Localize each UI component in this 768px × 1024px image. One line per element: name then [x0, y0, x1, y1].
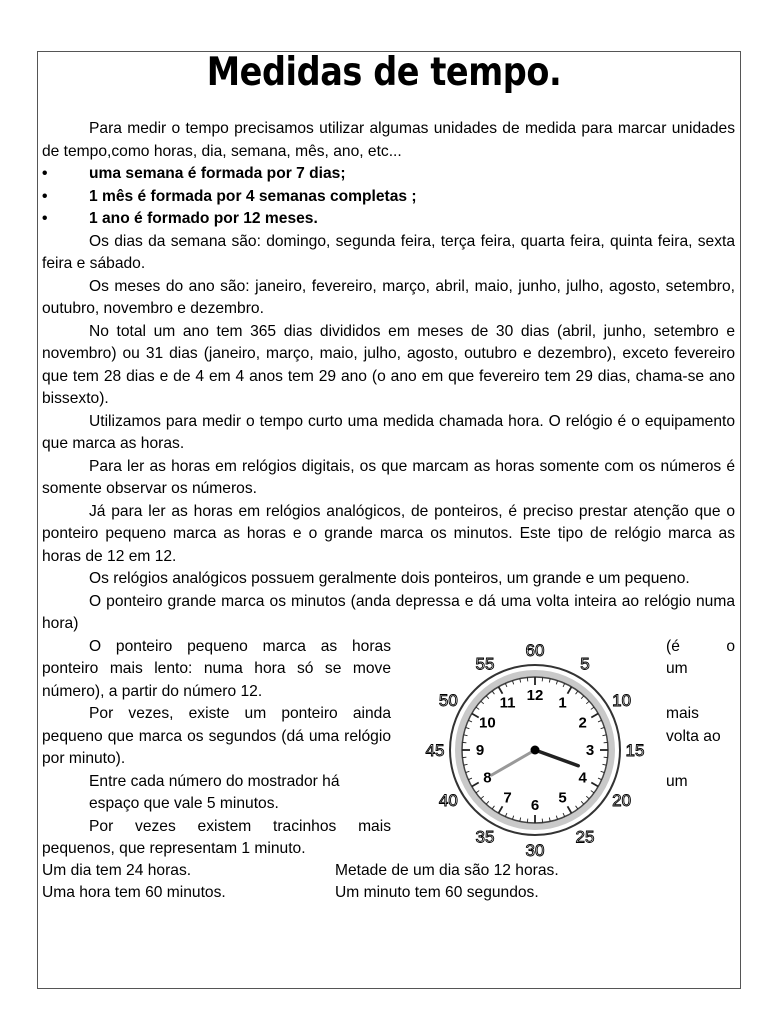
clock-section: [42, 636, 735, 860]
clock-minute-number: 15: [625, 740, 645, 760]
paragraph: No total um ano tem 365 dias divididos em meses de 30 dias (abril, junho, setembro e novembro) ou 31 dias (janeiro, março, maio, julho, agosto, outubro e dezembro), exceto fevereiro que tem 28 dias e de 4 em 4 anos tem 29 ano (o ano em que fevereiro tem 29 dias, chama-se ano bissexto).: [42, 322, 735, 407]
summary-text: Uma hora tem 60 minutos.: [42, 884, 226, 901]
summary-text: Um minuto tem 60 segundos.: [335, 884, 539, 901]
paragraph: Utilizamos para medir o tempo curto uma medida chamada hora. O relógio é o equipamento que marca as horas.: [42, 412, 735, 452]
clock-minute-number: 30: [525, 840, 545, 860]
paragraph: Os meses do ano são: janeiro, fevereiro, março, abril, maio, junho, julho, agosto, setembro, outubro, novembro e dezembro.: [42, 277, 735, 317]
summary-lines: [42, 860, 735, 905]
paragraph: O ponteiro pequeno marca as horas ponteiro mais lento: numa hora só se move número), a partir do número 12.: [42, 637, 391, 700]
right-fragment: [666, 771, 735, 794]
paragraph: Por vezes, existe um ponteiro ainda pequeno que marca os segundos (dá uma relógio por minuto).: [42, 705, 391, 767]
bullet-text: 1 ano é formado por 12 meses.: [89, 210, 318, 227]
fragment-text: (é: [666, 637, 680, 655]
bullet-marker: •: [42, 210, 48, 227]
right-fragment: [666, 658, 735, 681]
clock-minute-number: 45: [425, 740, 445, 760]
clock-hour-number: 9: [475, 741, 485, 759]
bullet-text: 1 mês é formada por 4 semanas completas ;: [89, 187, 417, 205]
bullet-item: [42, 186, 735, 209]
clock-hour-number: 12: [526, 686, 544, 704]
fragment-text: volta ao: [666, 727, 721, 745]
fragment-text: mais: [666, 705, 699, 722]
right-fragment: [666, 636, 735, 659]
fragment-text: um: [666, 772, 688, 790]
bullet-item: [42, 163, 735, 186]
right-fragment: [666, 726, 735, 749]
bullet-marker: •: [42, 165, 48, 182]
paragraph: Os relógios analógicos possuem geralmente dois ponteiros, um grande e um pequeno.: [89, 570, 690, 587]
bullet-item: [42, 208, 735, 231]
clock-minute-number: 50: [438, 690, 458, 710]
clock-hour-number: 3: [585, 741, 595, 759]
clock-hour-number: 6: [530, 796, 540, 814]
paragraph: Entre cada número do mostrador há espaço que vale 5 minutos.: [89, 772, 340, 812]
clock-hour-number: 10: [479, 714, 496, 731]
paragraph: O ponteiro grande marca os minutos (anda depressa e dá uma volta inteira ao relógio numa hora): [42, 592, 735, 632]
bullet-list: [42, 163, 735, 231]
paragraph: Para medir o tempo precisamos utilizar algumas unidades de medida para marcar unidades de tempo,como horas, dia, semana, mês, ano, etc...: [42, 120, 735, 160]
right-fragment: [666, 703, 735, 726]
clock-minute-number: 55: [475, 653, 495, 673]
clock-hour-number: 11: [499, 693, 516, 711]
clock-minute-number: 5: [580, 653, 590, 673]
clock-hour-number: 8: [483, 769, 492, 786]
fragment-text: um: [666, 660, 688, 677]
bullet-text: uma semana é formada por 7 dias;: [89, 165, 346, 182]
bullet-marker: •: [42, 187, 48, 205]
paragraph: Para ler as horas em relógios digitais, os que marcam as horas somente com os números é somente observar os números.: [42, 457, 735, 497]
clock-minute-number: 25: [575, 827, 595, 847]
clock-center-pin: [531, 745, 540, 754]
analog-clock-illustration: [408, 640, 664, 860]
summary-text: Metade de um dia são 12 horas.: [335, 861, 559, 879]
clock-minute-number: 10: [612, 690, 632, 710]
clock-hour-number: 2: [578, 714, 587, 731]
fragment-text: o: [726, 637, 735, 655]
clock-hour-number: 1: [558, 693, 567, 711]
left-text-column: [42, 636, 391, 861]
paragraph: Os dias da semana são: domingo, segunda feira, terça feira, quarta feira, quinta feira, sexta feira e sábado.: [42, 232, 735, 272]
page-title: Medidas de tempo.: [206, 50, 562, 95]
clock-hour-number: 7: [503, 789, 512, 807]
clock-hour-number: 5: [558, 789, 567, 807]
clock-minute-number: 20: [612, 790, 632, 810]
paragraph: Já para ler as horas em relógios analógicos, de ponteiros, é preciso prestar atenção que o ponteiro pequeno marca as horas e o grande marca os minutos. Este tipo de relógio marca as horas de 12 em 12.: [42, 502, 735, 565]
clock-hour-number: 4: [578, 769, 587, 786]
clock-minute-number: 60: [525, 640, 545, 660]
clock-minute-number: 40: [438, 790, 458, 810]
clock-minute-number: 35: [475, 827, 495, 847]
document-body: [42, 118, 735, 905]
paragraph: Por vezes existem tracinhos mais pequenos, que representam 1 minuto.: [42, 817, 391, 857]
summary-text: Um dia tem 24 horas.: [42, 861, 192, 879]
